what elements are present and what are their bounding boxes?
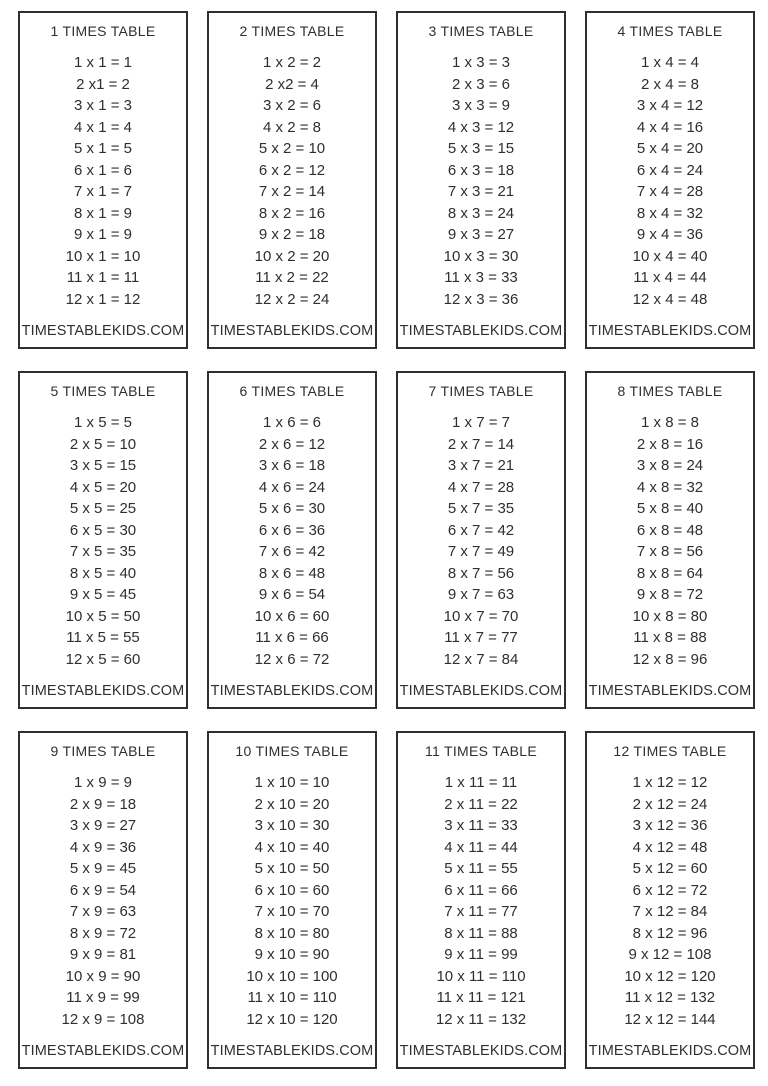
equation-line: 3 x 9 = 27 [69, 817, 137, 834]
equation-line: 10 x 1 = 10 [65, 247, 141, 265]
equation-line: 3 x 2 = 6 [263, 97, 321, 114]
equation-line: 1 x 8 = 8 [641, 414, 699, 431]
equation-line: 9 x 9 = 81 [69, 946, 137, 963]
equation-line: 3 x 1 = 3 [74, 97, 132, 114]
equation-line: 7 x 12 = 84 [632, 903, 708, 920]
site-name-footer: TIMESTABLEKIDS.COM [399, 683, 563, 699]
equation-line: 12 x 6 = 72 [254, 650, 330, 668]
equation-line: 5 x 4 = 20 [636, 140, 704, 157]
equation-line: 7 x 6 = 42 [258, 543, 326, 560]
equation-line: 2 x2 = 4 [265, 75, 319, 93]
equation-line: 11 x 5 = 55 [66, 629, 140, 646]
equation-line: 8 x 2 = 16 [258, 204, 326, 222]
site-name-footer: TIMESTABLEKIDS.COM [21, 1043, 185, 1059]
panel-title: 5 TIMES TABLE [50, 383, 156, 399]
equation-line: 5 x 10 = 50 [254, 860, 330, 877]
site-name-footer: TIMESTABLEKIDS.COM [588, 683, 752, 699]
times-table-panel-10 [207, 731, 377, 1069]
equation-line: 12 x 12 = 144 [624, 1010, 716, 1028]
equation-line: 11 x 9 = 99 [66, 989, 140, 1006]
equation-line: 7 x 9 = 63 [69, 903, 137, 920]
equation-line: 6 x 10 = 60 [254, 881, 330, 899]
equation-line: 6 x 1 = 6 [74, 161, 132, 179]
equation-line: 7 x 8 = 56 [636, 543, 704, 560]
equation-line: 8 x 12 = 96 [632, 924, 708, 942]
equation-line: 10 x 4 = 40 [632, 247, 708, 265]
equation-line: 2 x 5 = 10 [69, 435, 137, 453]
equation-line: 11 x 6 = 66 [255, 629, 329, 646]
equation-line: 1 x 9 = 9 [74, 774, 132, 791]
times-table-panel-7 [396, 371, 566, 709]
equation-line: 9 x 11 = 99 [444, 946, 518, 963]
equation-line: 7 x 2 = 14 [258, 183, 326, 200]
equation-line: 4 x 9 = 36 [69, 838, 137, 856]
equation-line: 5 x 2 = 10 [258, 140, 326, 157]
panel-title: 10 TIMES TABLE [235, 743, 349, 759]
equation-line: 7 x 5 = 35 [69, 543, 137, 560]
times-table-panel-6 [207, 371, 377, 709]
equation-line: 6 x 9 = 54 [69, 881, 137, 899]
equation-line: 6 x 3 = 18 [447, 161, 515, 179]
equation-line: 3 x 12 = 36 [632, 817, 708, 834]
equation-list [209, 39, 375, 323]
equation-line: 10 x 7 = 70 [443, 607, 519, 625]
equation-line: 6 x 12 = 72 [632, 881, 708, 899]
equation-line: 12 x 10 = 120 [246, 1010, 338, 1028]
equation-line: 2 x 6 = 12 [258, 435, 326, 453]
equation-line: 10 x 10 = 100 [246, 967, 338, 985]
equation-line: 3 x 5 = 15 [69, 457, 137, 474]
times-table-panel-3 [396, 11, 566, 349]
equation-line: 6 x 6 = 36 [258, 521, 326, 539]
equation-list [209, 399, 375, 683]
equation-line: 3 x 8 = 24 [636, 457, 704, 474]
equation-line: 9 x 6 = 54 [258, 586, 326, 603]
equation-list [209, 759, 375, 1043]
equation-list [587, 759, 753, 1043]
equation-line: 1 x 5 = 5 [74, 414, 132, 431]
site-name-footer: TIMESTABLEKIDS.COM [21, 323, 185, 339]
equation-line: 1 x 12 = 12 [632, 774, 708, 791]
equation-line: 7 x 11 = 77 [444, 903, 518, 920]
panel-title: 12 TIMES TABLE [613, 743, 727, 759]
equation-line: 2 x1 = 2 [76, 75, 130, 93]
equation-line: 8 x 10 = 80 [254, 924, 330, 942]
equation-line: 9 x 1 = 9 [74, 226, 132, 243]
site-name-footer: TIMESTABLEKIDS.COM [21, 683, 185, 699]
equation-line: 2 x 10 = 20 [254, 795, 330, 813]
equation-line: 11 x 3 = 33 [444, 269, 518, 286]
equation-line: 11 x 12 = 132 [624, 989, 716, 1006]
equation-line: 9 x 5 = 45 [69, 586, 137, 603]
equation-line: 12 x 11 = 132 [435, 1010, 527, 1028]
site-name-footer: TIMESTABLEKIDS.COM [210, 323, 374, 339]
equation-line: 6 x 7 = 42 [447, 521, 515, 539]
times-table-panel-2 [207, 11, 377, 349]
equation-list [398, 39, 564, 323]
times-table-panel-9 [18, 731, 188, 1069]
times-table-panel-8 [585, 371, 755, 709]
equation-line: 7 x 7 = 49 [447, 543, 515, 560]
equation-line: 2 x 3 = 6 [452, 75, 510, 93]
equation-line: 9 x 8 = 72 [636, 586, 704, 603]
equation-line: 1 x 7 = 7 [452, 414, 510, 431]
equation-line: 5 x 11 = 55 [444, 860, 518, 877]
equation-list [20, 39, 186, 323]
equation-line: 12 x 5 = 60 [65, 650, 141, 668]
equation-line: 3 x 3 = 9 [452, 97, 510, 114]
equation-line: 11 x 8 = 88 [633, 629, 707, 646]
panel-title: 11 TIMES TABLE [424, 743, 538, 759]
equation-line: 6 x 8 = 48 [636, 521, 704, 539]
equation-line: 8 x 4 = 32 [636, 204, 704, 222]
equation-line: 4 x 3 = 12 [447, 118, 515, 136]
equation-line: 3 x 10 = 30 [254, 817, 330, 834]
equation-line: 6 x 4 = 24 [636, 161, 704, 179]
site-name-footer: TIMESTABLEKIDS.COM [399, 1043, 563, 1059]
equation-line: 5 x 3 = 15 [447, 140, 515, 157]
equation-line: 8 x 1 = 9 [74, 204, 132, 222]
equation-line: 5 x 8 = 40 [636, 500, 704, 517]
equation-line: 12 x 3 = 36 [443, 290, 519, 308]
equation-line: 11 x 10 = 110 [247, 989, 337, 1006]
equation-line: 2 x 8 = 16 [636, 435, 704, 453]
equation-line: 10 x 3 = 30 [443, 247, 519, 265]
equation-list [398, 759, 564, 1043]
equation-line: 9 x 10 = 90 [254, 946, 330, 963]
site-name-footer: TIMESTABLEKIDS.COM [588, 1043, 752, 1059]
equation-line: 3 x 6 = 18 [258, 457, 326, 474]
equation-line: 7 x 4 = 28 [636, 183, 704, 200]
equation-line: 7 x 1 = 7 [74, 183, 132, 200]
panel-title: 6 TIMES TABLE [239, 383, 345, 399]
equation-line: 5 x 9 = 45 [69, 860, 137, 877]
equation-line: 3 x 7 = 21 [447, 457, 515, 474]
equation-line: 2 x 11 = 22 [444, 795, 518, 813]
equation-line: 1 x 11 = 11 [444, 774, 518, 791]
equation-list [20, 759, 186, 1043]
panel-title: 4 TIMES TABLE [617, 23, 723, 39]
equation-line: 9 x 4 = 36 [636, 226, 704, 243]
site-name-footer: TIMESTABLEKIDS.COM [210, 683, 374, 699]
equation-line: 4 x 11 = 44 [444, 838, 518, 856]
equation-line: 5 x 12 = 60 [632, 860, 708, 877]
equation-line: 7 x 10 = 70 [254, 903, 330, 920]
equation-line: 4 x 8 = 32 [636, 478, 704, 496]
equation-line: 4 x 7 = 28 [447, 478, 515, 496]
equation-line: 3 x 4 = 12 [636, 97, 704, 114]
equation-line: 9 x 3 = 27 [447, 226, 515, 243]
equation-line: 9 x 2 = 18 [258, 226, 326, 243]
equation-line: 1 x 6 = 6 [263, 414, 321, 431]
equation-line: 1 x 2 = 2 [263, 54, 321, 71]
equation-line: 10 x 11 = 110 [436, 967, 526, 985]
equation-line: 11 x 2 = 22 [255, 269, 329, 286]
equation-line: 4 x 10 = 40 [254, 838, 330, 856]
equation-line: 6 x 2 = 12 [258, 161, 326, 179]
equation-line: 11 x 7 = 77 [444, 629, 518, 646]
equation-line: 2 x 7 = 14 [447, 435, 515, 453]
equation-line: 8 x 5 = 40 [69, 564, 137, 582]
equation-line: 12 x 4 = 48 [632, 290, 708, 308]
equation-line: 9 x 7 = 63 [447, 586, 515, 603]
equation-line: 1 x 3 = 3 [452, 54, 510, 71]
equation-line: 8 x 3 = 24 [447, 204, 515, 222]
equation-line: 10 x 2 = 20 [254, 247, 330, 265]
times-table-panel-1 [18, 11, 188, 349]
equation-line: 1 x 10 = 10 [254, 774, 330, 791]
equation-line: 10 x 9 = 90 [65, 967, 141, 985]
equation-line: 8 x 11 = 88 [444, 924, 518, 942]
site-name-footer: TIMESTABLEKIDS.COM [588, 323, 752, 339]
equation-line: 10 x 6 = 60 [254, 607, 330, 625]
equation-line: 4 x 1 = 4 [74, 118, 132, 136]
equation-line: 11 x 4 = 44 [633, 269, 707, 286]
panel-title: 1 TIMES TABLE [50, 23, 156, 39]
panel-title: 7 TIMES TABLE [428, 383, 534, 399]
equation-line: 4 x 12 = 48 [632, 838, 708, 856]
equation-line: 12 x 1 = 12 [65, 290, 141, 308]
equation-line: 8 x 9 = 72 [69, 924, 137, 942]
panel-title: 9 TIMES TABLE [50, 743, 156, 759]
equation-line: 6 x 5 = 30 [69, 521, 137, 539]
equation-line: 3 x 11 = 33 [444, 817, 518, 834]
equation-line: 12 x 9 = 108 [61, 1010, 145, 1028]
times-table-panel-12 [585, 731, 755, 1069]
equation-line: 8 x 8 = 64 [636, 564, 704, 582]
panel-title: 8 TIMES TABLE [617, 383, 723, 399]
site-name-footer: TIMESTABLEKIDS.COM [399, 323, 563, 339]
equation-line: 2 x 9 = 18 [69, 795, 137, 813]
equation-list [20, 399, 186, 683]
site-name-footer: TIMESTABLEKIDS.COM [210, 1043, 374, 1059]
equation-line: 10 x 12 = 120 [624, 967, 716, 985]
equation-line: 12 x 7 = 84 [443, 650, 519, 668]
equation-line: 5 x 7 = 35 [447, 500, 515, 517]
equation-line: 2 x 12 = 24 [632, 795, 708, 813]
equation-list [587, 39, 753, 323]
equation-line: 4 x 4 = 16 [636, 118, 704, 136]
equation-line: 1 x 4 = 4 [641, 54, 699, 71]
equation-line: 11 x 11 = 121 [436, 989, 526, 1006]
equation-line: 1 x 1 = 1 [74, 54, 132, 71]
equation-line: 12 x 2 = 24 [254, 290, 330, 308]
equation-line: 4 x 2 = 8 [263, 118, 321, 136]
equation-line: 4 x 5 = 20 [69, 478, 137, 496]
panel-title: 3 TIMES TABLE [428, 23, 534, 39]
equation-line: 5 x 5 = 25 [69, 500, 137, 517]
equation-line: 8 x 6 = 48 [258, 564, 326, 582]
equation-line: 5 x 6 = 30 [258, 500, 326, 517]
equation-line: 10 x 8 = 80 [632, 607, 708, 625]
equation-line: 5 x 1 = 5 [74, 140, 132, 157]
times-table-panel-4 [585, 11, 755, 349]
equation-line: 2 x 4 = 8 [641, 75, 699, 93]
equation-list [587, 399, 753, 683]
equation-line: 4 x 6 = 24 [258, 478, 326, 496]
equation-line: 12 x 8 = 96 [632, 650, 708, 668]
equation-line: 9 x 12 = 108 [628, 946, 712, 963]
equation-line: 8 x 7 = 56 [447, 564, 515, 582]
equation-line: 7 x 3 = 21 [447, 183, 515, 200]
panel-title: 2 TIMES TABLE [239, 23, 345, 39]
equation-line: 6 x 11 = 66 [444, 881, 518, 899]
times-table-panel-5 [18, 371, 188, 709]
equation-list [398, 399, 564, 683]
equation-line: 11 x 1 = 11 [66, 269, 140, 286]
times-table-panel-11 [396, 731, 566, 1069]
equation-line: 10 x 5 = 50 [65, 607, 141, 625]
